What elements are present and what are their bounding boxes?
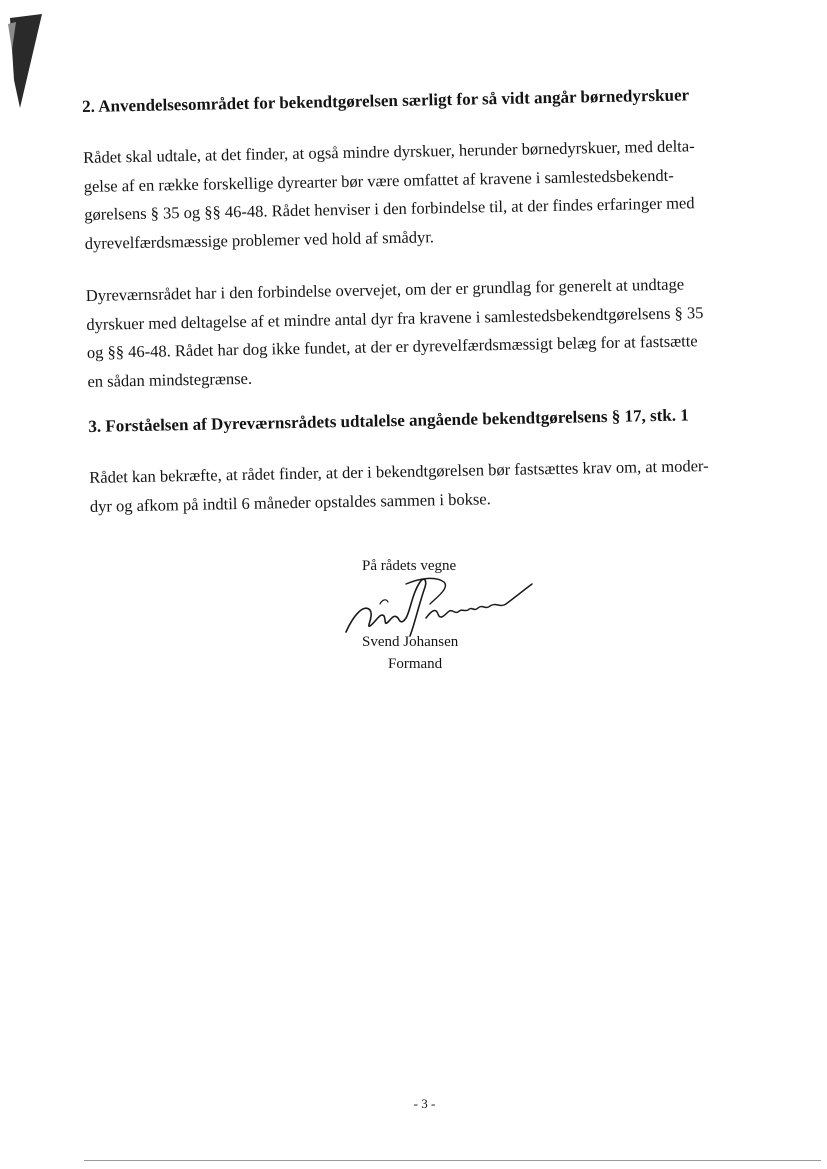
scan-edge-mark <box>6 10 46 110</box>
section-2-heading: 2. Anvendelsesområdet for bekendtgørelsen særligt for så vidt angår børnedyrskuer <box>82 85 690 116</box>
text-line: dyrskuer med deltagelse af et mindre antal dyr fra kravene i samlestedsbekendtgørelsens § 35 <box>86 302 704 334</box>
text-line: Dyreværnsrådet har i den forbindelse overvejet, om der er grundlag for generelt at undtage <box>85 274 685 305</box>
section-3-heading: 3. Forståelsen af Dyreværnsrådets udtalelse angående bekendtgørelsens § 17, stk. 1 <box>88 405 689 436</box>
text-line: Rådet skal udtale, at det finder, at også mindre dyrskuer, herunder børnedyrskuer, med delta- <box>82 136 695 167</box>
text-line: en sådan mindstegrænse. <box>87 368 253 391</box>
text-line: Rådet kan bekræfte, at rådet finder, at der i bekendtgørelsen bør fastsættes krav om, at moder- <box>89 456 709 487</box>
section-3-paragraph-1 <box>89 451 750 521</box>
letter-body <box>82 83 750 521</box>
signatory-title: Formand <box>388 656 443 672</box>
text-line: og §§ 46-48. Rådet har dog ikke fundet, at der er dyrevelfærdsmæssigt belæg for at fastsætte <box>86 331 698 362</box>
text-line: dyr og afkom på indtil 6 måneder opstaldes sammen i bokse. <box>89 488 491 516</box>
text-line: dyrevelfærdsmæssige problemer ved hold af smådyr. <box>84 226 435 253</box>
page-bottom-edge <box>84 1160 821 1161</box>
text-line: gørelsens § 35 og §§ 46-48. Rådet henviser i den forbindelse til, at der findes erfaringer med <box>84 193 695 224</box>
text-line: gelse af en række forskellige dyrearter bør være omfattet af kravene i samlestedsbekendt- <box>83 165 674 196</box>
signatory-name: Svend Johansen <box>362 634 459 650</box>
signature-greeting: På rådets vegne <box>362 558 457 574</box>
section-2-paragraph-2 <box>86 269 748 396</box>
page-number: - 3 - <box>413 1096 436 1111</box>
section-2-paragraph-1 <box>83 131 745 258</box>
